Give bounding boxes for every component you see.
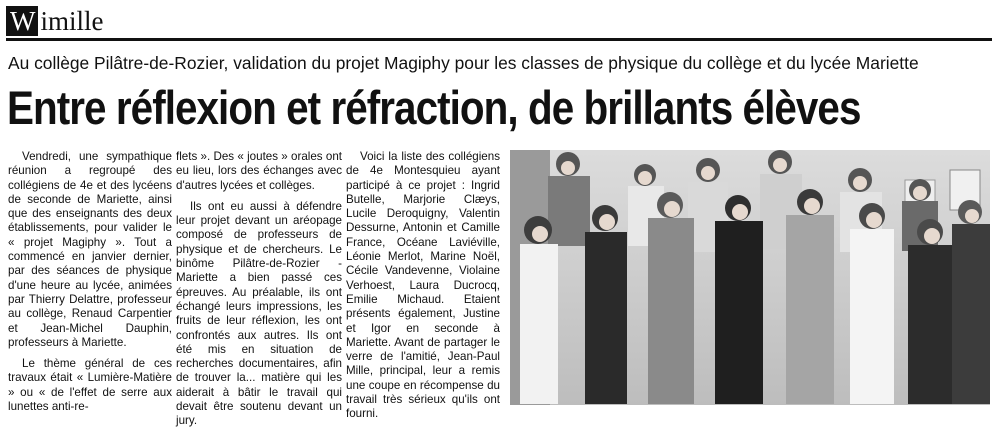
paragraph: Ils ont eu aussi à défendre leur projet devant un aréopage composé de professeurs de physique et de chercheurs. Le binôme Pilâtre-de-Rozier - Mariette a bien passé ces épreuves. Au préalable, ils ont échangé leurs impressions, les fruits de leur réflexion, les ont confrontés aux autres. Ils ont été mis en situation de recherches documentaires, afin de trouver la... matière qui les aiderait à bâtir le travail qui devait être soutenu devant un jury.	[176, 199, 342, 428]
section-initial: W	[6, 6, 38, 36]
paragraph: Vendredi, une sympathique réunion a regroupé des collégiens de 4e et des lycéens de seconde de Mariette, ainsi que des enseignants des deux établissements, pour valider le « projet Magiphy ». Tout a commencé en janvier dernier, par des séances de physique d'une heure au lycée, animées par Thierry Delattre, professeur au collège, Renaud Carpentier et Jean-Michel Dauphin, professeurs à Mariette.	[8, 150, 172, 349]
kicker: Au collège Pilâtre-de-Rozier, validation du projet Magiphy pour les classes de physique du collège et du lycée Mariette	[8, 53, 919, 73]
group-photo-image	[510, 150, 990, 405]
paragraph: flets ». Des « joutes » orales ont eu lieu, lors des échanges avec d'autres lycées et collèges.	[176, 150, 342, 192]
paragraph: Voici la liste des collégiens de 4e Montesquieu ayant participé à ce projet : Ingrid Butelle, Marjorie Clæys, Lucile Deroquigny, Valentin Dessurne, Antonin et Camille France, Océane Laviéville, Léonie Merlot, Marine Noël, Cécile Vandevenne, Violaine Verhoest, Laura Ducrocq, Emilie Michaud. Etaient présents également, Justine et Igor en seconde à Mariette. Avant de partager le verre de l'amitié, Jean-Paul Mille, principal, leur a remis une coupe en récompense du travail très sérieux qu'ils ont fourni.	[346, 150, 500, 421]
headline: Entre réflexion et réfraction, de brillants élèves	[7, 81, 861, 134]
section-tag	[6, 6, 103, 36]
article-column-3	[346, 150, 500, 422]
top-rule	[6, 38, 992, 41]
section-name: imille	[40, 6, 104, 36]
article-column-1	[8, 150, 172, 414]
article-column-2	[176, 150, 342, 429]
group-photo	[510, 150, 990, 405]
paragraph: Le thème général de ces travaux était « Lumière-Matière » ou « de l'effet de serre aux lunettes anti-re-	[8, 357, 172, 414]
